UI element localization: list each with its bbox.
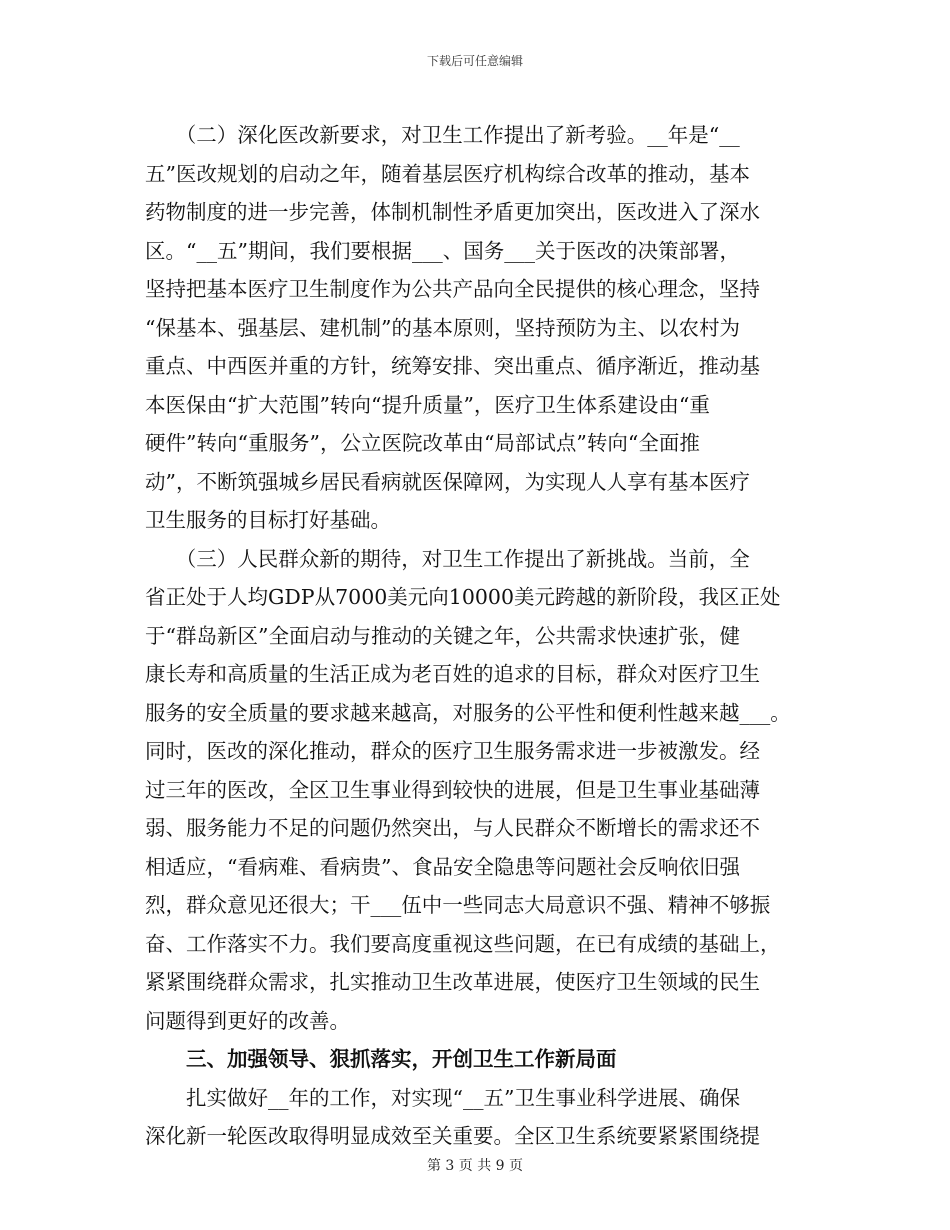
page-footer: 第 3 页 共 9 页 [426,1158,524,1174]
text-line: “保基本、强基层、建机制”的基本原则，坚持预防为主、以农村为 [145,315,740,340]
document-body [145,116,805,1156]
text-line: 弱、服务能力不足的问题仍然突出，与人民群众不断增长的需求还不 [145,816,760,840]
text-line: 服务的安全质量的要求越来越高，对服务的公平性和便利性越来越___。 [145,700,791,725]
text-line: 康长寿和高质量的生活正成为老百姓的追求的目标，群众对医疗卫生 [145,662,760,686]
text-line: 卫生服务的目标打好基础。 [145,508,391,532]
text-line: 药物制度的进一步完善，体制机制性矛盾更加突出，医改进入了深水 [145,200,760,224]
page-header: 下载后可任意编辑 [426,54,523,68]
text-line: （二）深化医改新要求，对卫生工作提出了新考验。__年是“__ [145,123,740,147]
text-line: 省正处于人均GDP从7000美元向10000美元跨越的新阶段，我区正处 [145,585,781,609]
text-line: 紧紧围绕群众需求，扎实推动卫生改革进展，使医疗卫生领域的民生 [145,970,760,994]
text-line: 相适应，“看病难、看病贵”、食品安全隐患等问题社会反响依旧强 [145,854,740,879]
text-line: 过三年的医改，全区卫生事业得到较快的进展，但是卫生事业基础薄 [145,777,760,802]
text-line: 本医保由“扩大范围”转向“提升质量”，医疗卫生体系建设由“重 [145,392,710,417]
text-line: 动”，不断筑强城乡居民看病就医保障网，为实现人人享有基本医疗 [145,469,750,494]
text-line: 烈，群众意见还很大；干___伍中一些同志大局意识不强、精神不够振 [145,893,771,917]
text-line: 扎实做好__年的工作，对实现“__五”卫生事业科学进展、确保 [145,1085,740,1110]
text-line: 问题得到更好的改善。 [145,1008,350,1033]
text-line: 五”医改规划的启动之年，随着基层医疗机构综合改革的推动，基本 [145,161,750,186]
section-heading: 三、加强领导、狠抓落实，开创卫生工作新局面 [145,1047,617,1071]
text-line: 重点、中西医并重的方针，统筹安排、突出重点、循序渐近，推动基 [145,354,760,378]
text-line: 于“群岛新区”全面启动与推动的关键之年，公共需求快速扩张，健 [145,623,740,648]
text-line: （三）人民群众新的期待，对卫生工作提出了新挑战。当前，全 [145,546,750,571]
text-line: 奋、工作落实不力。我们要高度重视这些问题，在已有成绩的基础上， [145,931,781,956]
text-line: 区。“__五”期间，我们要根据___、国务___关于医改的决策部署， [145,238,740,263]
text-line: 深化新一轮医改取得明显成效至关重要。全区卫生系统要紧紧围绕提 [145,1124,760,1148]
text-line: 坚持把基本医疗卫生制度作为公共产品向全民提供的核心理念，坚持 [145,277,760,301]
text-line: 同时，医改的深化推动，群众的医疗卫生服务需求进一步被激发。经 [145,739,760,763]
text-line: 硬件”转向“重服务”，公立医院改革由“局部试点”转向“全面推 [145,431,700,455]
